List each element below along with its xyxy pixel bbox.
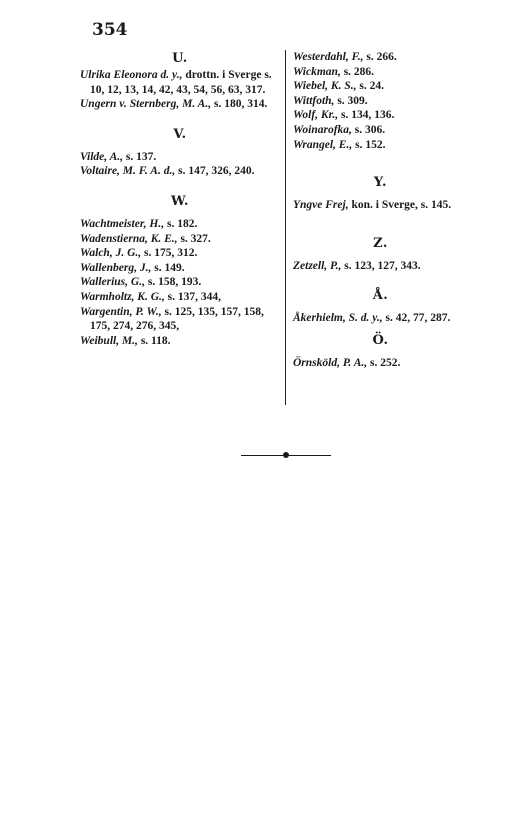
index-entry: Yngve Frej, kon. i Sverge, s. 145. (293, 199, 452, 212)
index-entry: Wadenstierna, K. E., s. 327. (80, 232, 211, 245)
index-entry: Wachtmeister, H., s. 182. (80, 217, 198, 230)
index-column-right (293, 50, 468, 371)
index-entry: Weibull, M., s. 118. (80, 334, 171, 347)
letter-heading-w: W. (170, 193, 190, 209)
index-entry: Wolf, Kr., s. 134, 136. (293, 109, 395, 122)
letter-heading-u: U. (172, 51, 188, 66)
column-divider (285, 50, 286, 405)
page-number: 354 (92, 20, 128, 40)
index-entry: Wallenberg, J., s. 149. (80, 261, 185, 274)
index-entry: Westerdahl, F., s. 266. (293, 51, 397, 63)
index-column-left (80, 50, 280, 348)
letter-heading-v: V. (173, 126, 187, 142)
letter-heading-a-ring: Å. (372, 288, 389, 304)
index-entry: Ulrika Eleonora d. y., drottn. i Sverge s. 10, 12, 13, 14, 42, 43, 54, 56, 63, 317. (80, 69, 272, 96)
index-entry: Wittfoth, s. 309. (293, 94, 368, 107)
index-entry: Wargentin, P. W., s. 125, 135, 157, 158, 175, 274, 276, 345, (80, 305, 264, 333)
index-entry: Wickman, s. 286. (293, 65, 375, 78)
letter-heading-y: Y. (373, 175, 388, 191)
letter-heading-z: Z. (373, 235, 388, 251)
index-entry: Wiebel, K. S., s. 24. (293, 80, 384, 93)
index-entry: Örnsköld, P. A., s. 252. (293, 356, 401, 369)
index-entry: Woinarofka, s. 306. (293, 123, 386, 136)
index-entry: Wrangel, E., s. 152. (293, 138, 386, 151)
index-entry: Ungern v. Sternberg, M. A., s. 180, 314. (80, 98, 268, 111)
index-entry: Walch, J. G., s. 175, 312. (80, 247, 198, 260)
index-entry: Åkerhielm, S. d. y., s. 42, 77, 287. (293, 312, 451, 325)
index-entry: Warmholtz, K. G., s. 137, 344, (80, 290, 222, 303)
letter-heading-o-umlaut: Ö. (372, 332, 389, 348)
index-entry: Voltaire, M. F. A. d., s. 147, 326, 240. (80, 165, 255, 178)
index-entry: Zetzell, P., s. 123, 127, 343. (293, 259, 421, 272)
ornament-dot (283, 452, 289, 458)
index-entry: Wallerius, G., s. 158, 193. (80, 276, 202, 289)
end-ornament (241, 452, 331, 458)
index-entry: Vilde, A., s. 137. (80, 150, 157, 163)
